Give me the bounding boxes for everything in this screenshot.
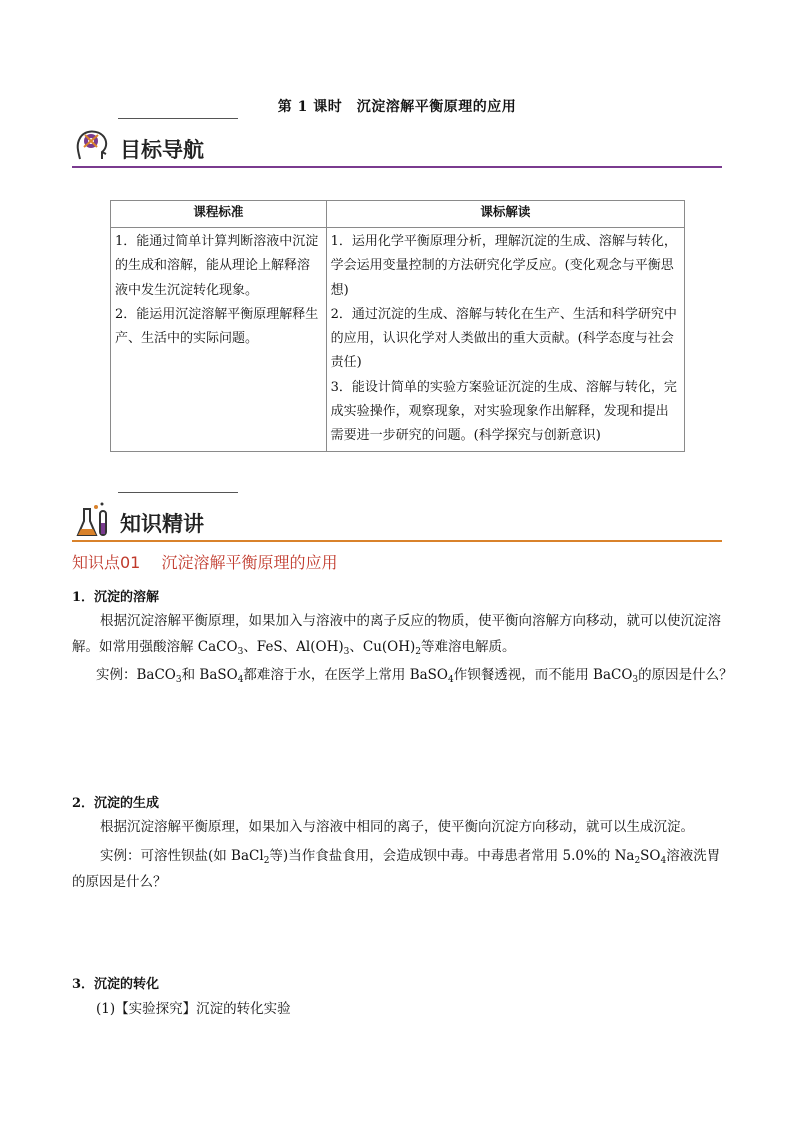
interpretation-item: 3．能设计简单的实验方案验证沉淀的生成、溶解与转化，完成实验操作，观察现象，对实验现象作出解释，发现和提出需要进一步研究的问题。(科学探究与创新意识) (330, 379, 677, 444)
table-header-interpretation: 课标解读 (326, 201, 684, 228)
dissolution-example: 实例：BaCO$_3$和 BaSO$_4$都难溶于水，在医学上常用 BaSO$_4$作钡餐透视，而不能用 BaCO$_3$的原因是什么？ (96, 667, 733, 685)
banner-rule (72, 540, 722, 542)
goal-section-label: 目标导航 (120, 138, 204, 162)
interpretation-item: 1．运用化学平衡原理分析，理解沉淀的生成、溶解与转化，学会运用变量控制的方法研究化学反应。(变化观念与平衡思想) (330, 234, 677, 298)
curriculum-standards-table (110, 200, 685, 452)
table-header-standard: 课程标准 (111, 201, 327, 228)
knowledge-point-heading: 知识点01 沉淀溶解平衡原理的应用 (72, 553, 338, 572)
goal-section-banner (72, 118, 722, 168)
transformation-item: (1)【实验探究】沉淀的转化实验 (96, 1001, 291, 1017)
banner-cap-line (118, 118, 238, 119)
formation-example: 实例：可溶性钡盐(如 BaCl$_2$等)当作食盐食用，会造成钡中毒。中毒患者常用 5.0%的 $Na_2SO_4$溶液洗胃的原因是什么？ (72, 848, 721, 890)
subsection-heading-dissolution: 1．沉淀的溶解 (72, 590, 160, 605)
subsection-heading-formation: 2．沉淀的生成 (72, 796, 160, 811)
table-header-row (111, 201, 685, 228)
knowledge-section-label: 知识精讲 (120, 512, 204, 536)
standard-item: 2．能运用沉淀溶解平衡原理解释生产、生活中的实际问题。 (115, 306, 319, 347)
standards-cell (111, 228, 327, 452)
banner-rule (72, 166, 722, 168)
formation-paragraph: 根据沉淀溶解平衡原理，如果加入与溶液中相同的离子，使平衡向沉淀方向移动，就可以生成沉淀。 (100, 819, 694, 835)
knowledge-section-banner (72, 492, 722, 542)
table-row (111, 228, 685, 452)
standard-item: 1．能通过简单计算判断溶液中沉淀的生成和溶解，能从理论上解释溶液中发生沉淀转化现象。 (115, 234, 319, 298)
page-title: 第 1 课时 沉淀溶解平衡原理的应用 (277, 99, 517, 115)
chemistry-flask-icon (72, 499, 112, 539)
subsection-heading-transformation: 3．沉淀的转化 (72, 977, 160, 992)
dissolution-paragraph: 根据沉淀溶解平衡原理，如果加入与溶液中的离子反应的物质，使平衡向溶解方向移动，就可以使沉淀溶解。如常用强酸溶解 CaCO$_3$、FeS、$Al(OH)_3$、$Cu(OH)_2$等难溶电解质。 (72, 613, 721, 657)
interpretation-item: 2．通过沉淀的生成、溶解与转化在生产、生活和科学研究中的应用，认识化学对人类做出的重大贡献。(科学态度与社会责任) (330, 306, 677, 371)
banner-cap-line (118, 492, 238, 493)
interpretation-cell (326, 228, 684, 452)
brain-gear-icon (72, 125, 112, 165)
